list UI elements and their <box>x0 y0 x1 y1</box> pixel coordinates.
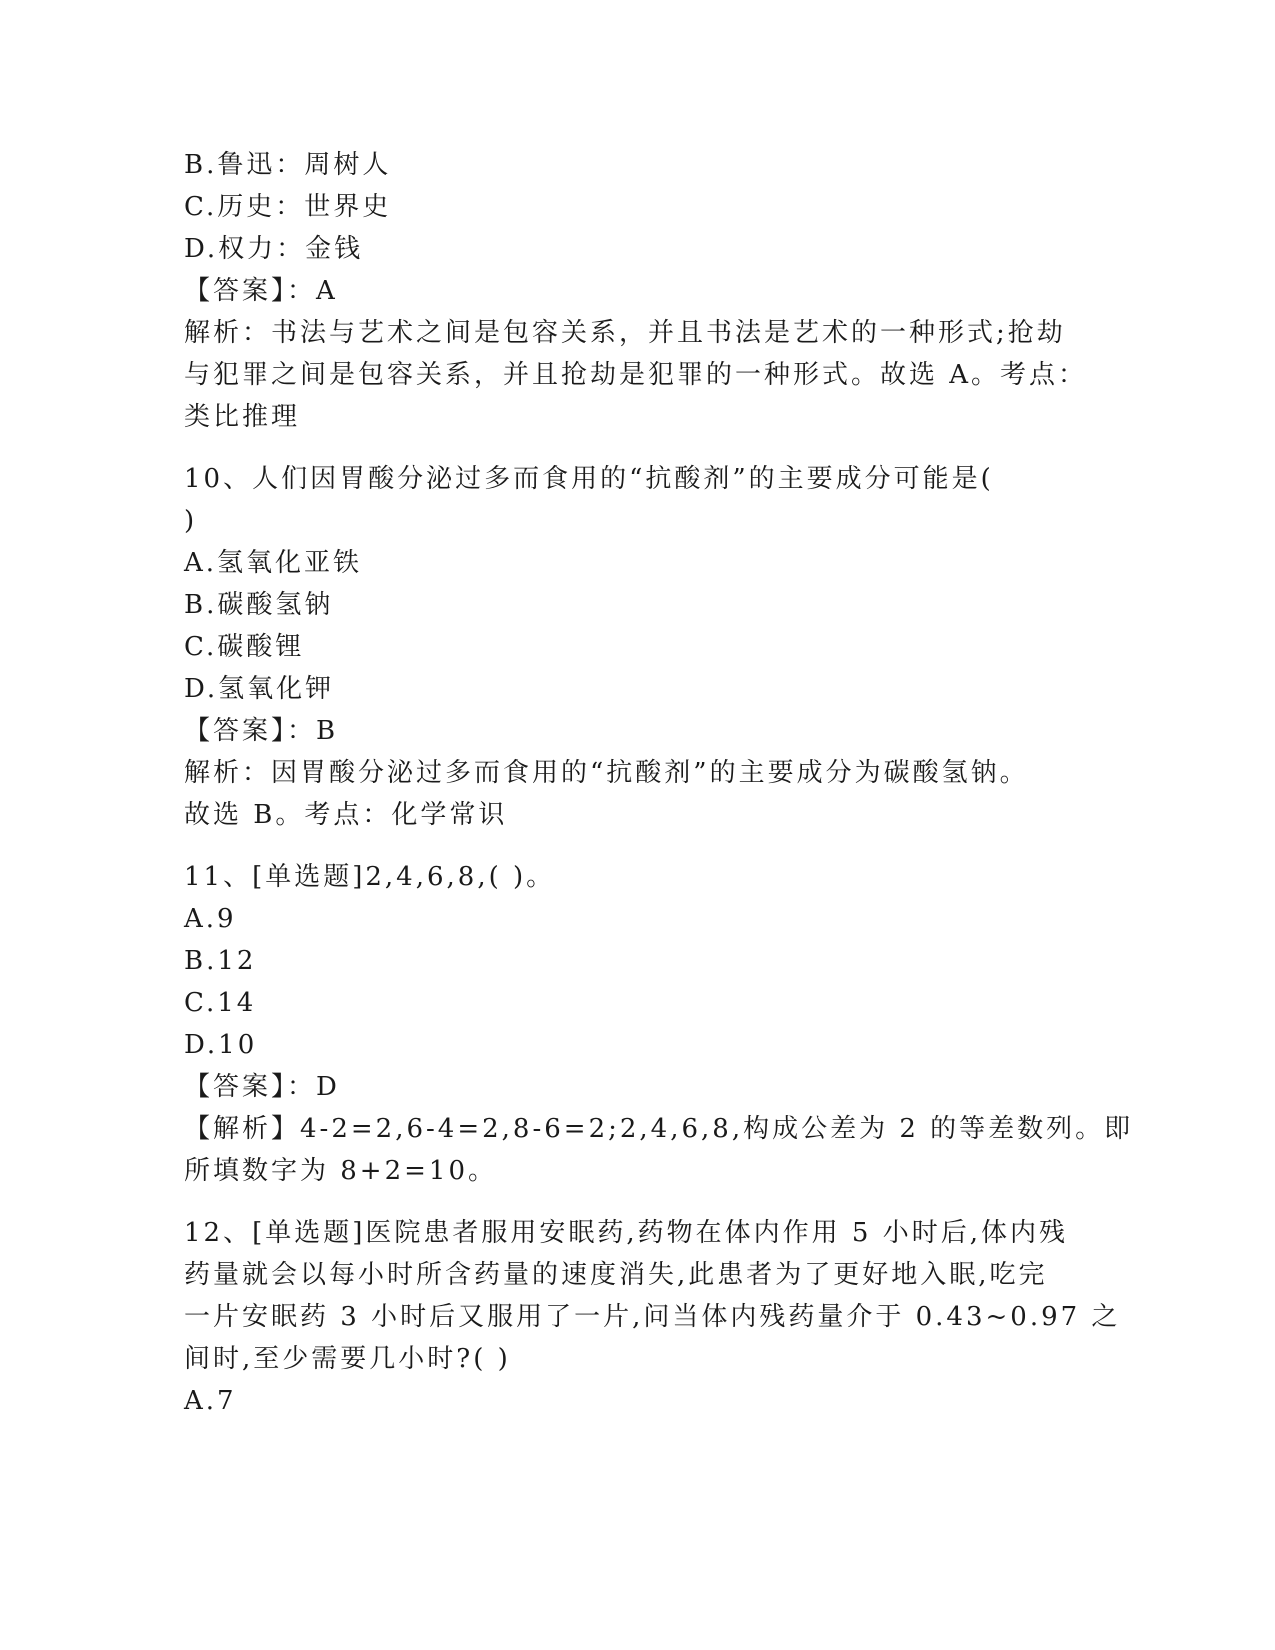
option-b: B.鲁迅：周树人 <box>184 150 392 180</box>
option-d: D.10 <box>184 1030 258 1060</box>
question-stem: 药量就会以每小时所含药量的速度消失,此患者为了更好地入眠,吃完 <box>184 1260 1048 1290</box>
question-11-block <box>184 856 1134 1192</box>
page-content <box>184 144 1134 1422</box>
prev-question-block <box>184 144 1088 438</box>
question-10-block <box>184 458 1084 836</box>
option-d: D.权力：金钱 <box>184 234 364 264</box>
option-c: C.碳酸锂 <box>184 632 305 662</box>
option-c: C.14 <box>184 988 257 1018</box>
analysis-line: 解析：因胃酸分泌过多而食用的“抗酸剂”的主要成分为碳酸氢钠。 <box>184 758 1029 788</box>
question-stem: 11、[单选题]2,4,6,8,( )。 <box>184 862 556 892</box>
option-b: B.碳酸氢钠 <box>184 590 334 620</box>
answer-line: 【答案】：D <box>184 1072 340 1102</box>
analysis-line: 类比推理 <box>184 402 301 432</box>
option-b: B.12 <box>184 946 257 976</box>
option-c: C.历史：世界史 <box>184 192 392 222</box>
question-stem: ) <box>184 506 198 536</box>
analysis-line: 【解析】4-2=2,6-4=2,8-6=2;2,4,6,8,构成公差为 2 的等差数列。即 <box>184 1114 1134 1144</box>
answer-line: 【答案】：B <box>184 716 339 746</box>
question-stem: 间时,至少需要几小时?( ) <box>184 1344 511 1374</box>
option-a: A.7 <box>184 1386 237 1416</box>
analysis-line: 解析：书法与艺术之间是包容关系，并且书法是艺术的一种形式;抢劫 <box>184 318 1066 348</box>
analysis-line: 与犯罪之间是包容关系，并且抢劫是犯罪的一种形式。故选 A。考点： <box>184 360 1088 390</box>
question-stem: 10、人们因胃酸分泌过多而食用的“抗酸剂”的主要成分可能是( <box>184 464 994 494</box>
question-12-block <box>184 1212 1121 1422</box>
analysis-line: 故选 B。考点：化学常识 <box>184 800 508 830</box>
answer-line: 【答案】：A <box>184 276 338 306</box>
option-a: A.9 <box>184 904 237 934</box>
option-a: A.氢氧化亚铁 <box>184 548 363 578</box>
option-d: D.氢氧化钾 <box>184 674 335 704</box>
analysis-line: 所填数字为 8+2=10。 <box>184 1156 498 1186</box>
question-stem: 12、[单选题]医院患者服用安眠药,药物在体内作用 5 小时后,体内残 <box>184 1218 1068 1248</box>
question-stem: 一片安眠药 3 小时后又服用了一片,问当体内残药量介于 0.43~0.97 之 <box>184 1302 1121 1332</box>
